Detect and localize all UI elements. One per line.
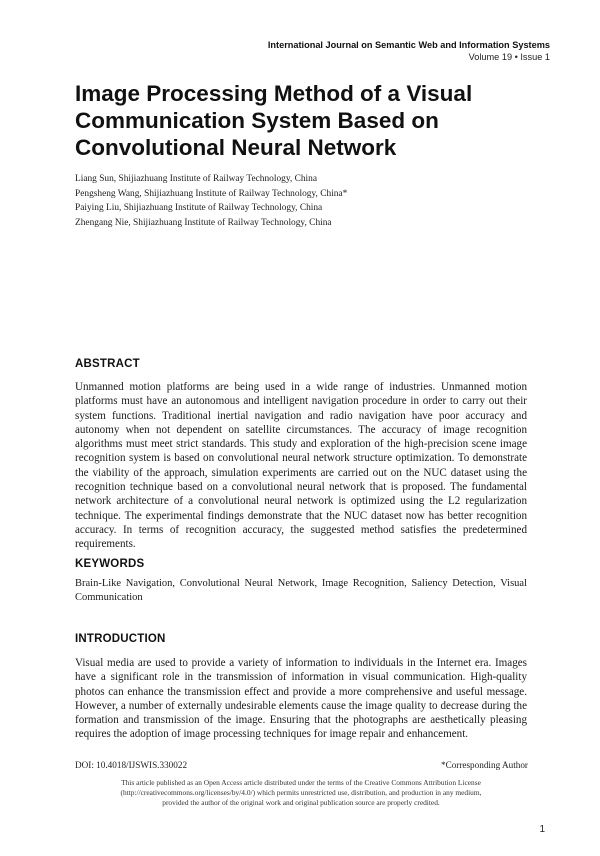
- journal-name: International Journal on Semantic Web and Information Systems: [267, 40, 550, 50]
- article-title: Image Processing Method of a Visual Communication System Based on Convolutional Neural Network: [75, 81, 473, 160]
- keywords-heading: KEYWORDS: [75, 558, 145, 570]
- abstract-heading: ABSTRACT: [75, 358, 140, 370]
- author-list: [75, 172, 347, 230]
- author-entry: Pengsheng Wang, Shijiazhuang Institute of Railway Technology, China*: [75, 188, 348, 199]
- license-line: provided the author of the original work and original publication source are properly credited.: [162, 798, 440, 807]
- doi: DOI: 10.4018/IJSWIS.330022: [75, 760, 188, 770]
- introduction-heading: INTRODUCTION: [75, 633, 166, 645]
- abstract-text: Unmanned motion platforms are being used in a wide range of industries. Unmanned motion platforms must have an autonomous and intelligent navigation procedure in order to carry out their system functions. Traditional inertial navigation and radio navigation have poor accuracy and autonomy when not dependent on satellite circumstances. The accuracy of image recognition algorithms must meet strict standards. This study and exploration of the high-precision scene image recognition system is based on convolutional neural network structure optimization. To demonstrate the viability of the approach, simulation experiments are carried out on the NUC dataset using the recognition technique based on a convolutional neural network that is proposed. The fundamental network architecture of a convolutional neural network is optimized using the L2 regularization technique. The experimental findings demonstrate that the NUC dataset now has better recognition accuracy. In terms of recognition accuracy, the suggested method satisfies the predetermined requirements.: [75, 381, 527, 551]
- author-entry: Zhengang Nie, Shijiazhuang Institute of Railway Technology, China: [75, 217, 332, 228]
- corresponding-author-note: *Corresponding Author: [440, 760, 528, 770]
- license-line: This article published as an Open Access article distributed under the terms of the Creative Commons Attribution License: [121, 778, 481, 787]
- journal-header: [268, 39, 550, 63]
- page-number: 1: [539, 824, 545, 835]
- author-entry: Paiying Liu, Shijiazhuang Institute of Railway Technology, China: [75, 203, 323, 213]
- license-line: (http://creativecommons.org/licenses/by/4.0/) which permits unrestricted use, distribution, and production in any medium,: [120, 788, 482, 797]
- keywords-text: Brain-Like Navigation, Convolutional Neural Network, Image Recognition, Saliency Detection, Visual Communication: [75, 578, 527, 603]
- journal-issue: Volume 19 • Issue 1: [468, 52, 550, 62]
- license-notice: [75, 778, 527, 808]
- author-entry: Liang Sun, Shijiazhuang Institute of Railway Technology, China: [75, 174, 318, 184]
- introduction-text: Visual media are used to provide a variety of information to individuals in the Internet era. Images have a significant role in the transmission of information in visual communication. High-quality photos can enhance the transmission effect and provide a more comprehensive and useful message. However, a number of externally undesirable elements cause the image quality to decrease during the formation and transmission of the image. Ensuring that the photographs are aesthetically pleasing requires the adoption of image processing techniques for image repair and enhancement.: [75, 657, 527, 741]
